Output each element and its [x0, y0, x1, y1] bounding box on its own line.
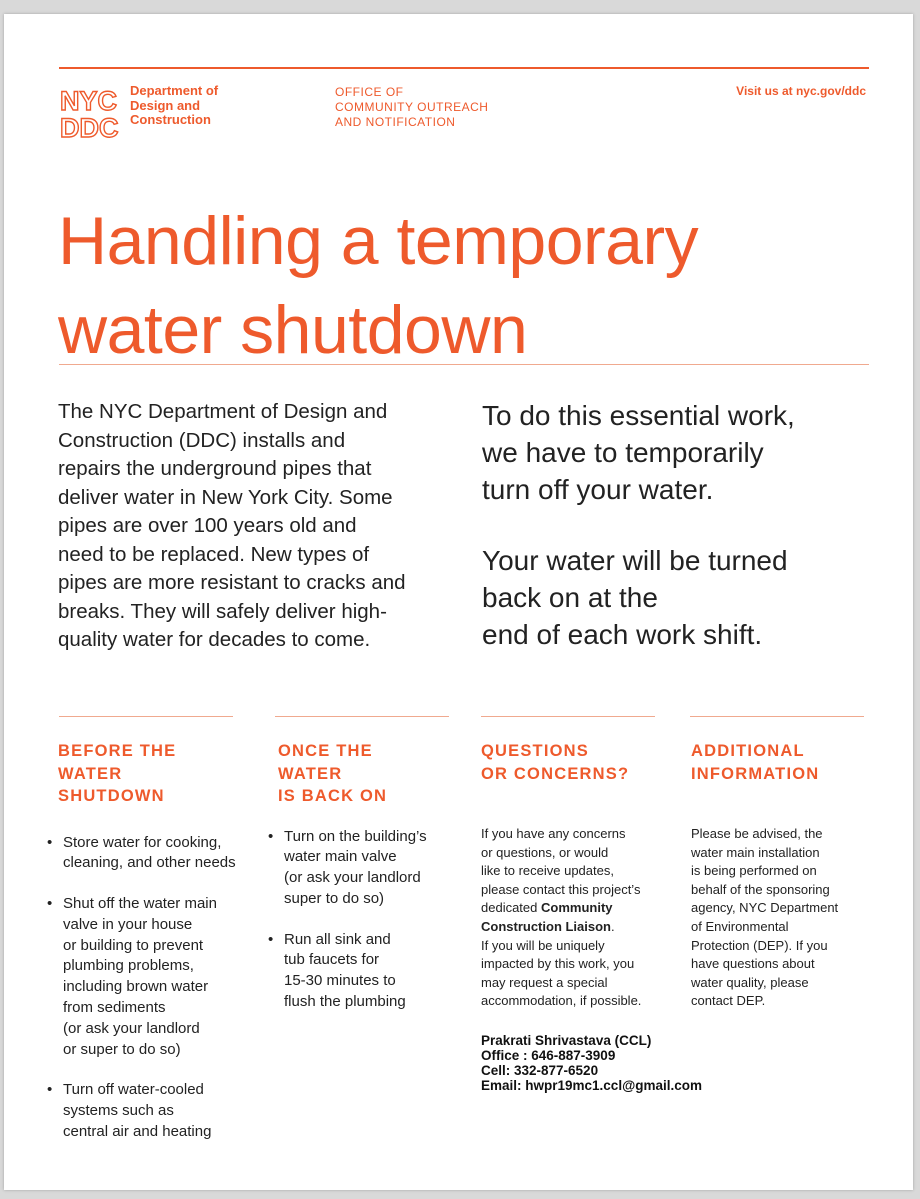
- questions-heading: QUESTIONS OR CONCERNS?: [481, 742, 630, 783]
- office-name: [335, 85, 488, 130]
- intro-paragraph: [58, 398, 438, 655]
- before-section: [47, 740, 268, 1163]
- intro-line: deliver water in New York City. Some: [58, 485, 393, 509]
- list-item: • Turn off water-cooled systems such as central air and heating: [47, 1081, 212, 1141]
- column-rule: [690, 716, 864, 717]
- list-item: • Turn on the building’s water main valve (or ask your landlord super to do so): [268, 827, 427, 907]
- additional-body: Please be advised, the water main installation is being performed on behalf of the sponsoring agency, NYC Department of Environmental Protection (DEP). If you have questions about water quality, please contact DEP.: [691, 826, 839, 1009]
- svg-text:DDC: DDC: [60, 113, 119, 140]
- title-line: water shutdown: [58, 292, 528, 368]
- intro-line: quality water for decades to come.: [58, 628, 371, 651]
- callout-line: Your water will be turned: [482, 545, 788, 576]
- before-bullets: [45, 833, 268, 1143]
- office-line: OFFICE OF: [335, 85, 404, 99]
- column-rule: [59, 716, 233, 717]
- intro-line: The NYC Department of Design and: [58, 400, 388, 423]
- list-item: • Run all sink and tub faucets for 15-30 minutes to flush the plumbing: [268, 930, 406, 1011]
- department-name: [130, 84, 218, 128]
- svg-text:NYC: NYC: [60, 86, 118, 116]
- website-link[interactable]: Visit us at nyc.gov/ddc: [736, 84, 866, 98]
- department-line: Department of: [130, 83, 219, 98]
- callout-line: end of each work shift.: [482, 619, 763, 650]
- contact-cell-phone[interactable]: Cell: 332-877-6520: [481, 1062, 599, 1078]
- intro-line: pipes are over 100 years old and: [58, 514, 357, 537]
- callout-line: we have to temporarily: [482, 437, 764, 468]
- questions-section: [481, 740, 702, 1093]
- intro-line: repairs the underground pipes that: [58, 457, 372, 480]
- intro-line: pipes are more resistant to cracks and: [58, 571, 406, 594]
- list-item: • Shut off the water main valve in your house or building to prevent plumbing problems, including brown water from sediments (or ask your landlord or super to do so): [47, 895, 217, 1058]
- callout-line: turn off your water.: [482, 474, 714, 505]
- once-section: [268, 740, 478, 1033]
- contact-office-phone[interactable]: Office : 646-887-3909: [481, 1047, 616, 1063]
- contact-name: Prakrati Shrivastava (CCL): [481, 1032, 652, 1048]
- department-line: Design and: [130, 97, 201, 113]
- intro-line: Construction (DDC) installs and: [58, 428, 346, 452]
- column-rule: [275, 716, 449, 717]
- additional-section: [691, 740, 901, 1011]
- once-bullets: [266, 827, 478, 1013]
- column-rule: [481, 716, 655, 717]
- additional-heading: ADDITIONAL INFORMATION: [691, 742, 820, 783]
- top-rule: [59, 67, 869, 69]
- title-rule: [59, 364, 869, 365]
- office-line: AND NOTIFICATION: [335, 115, 456, 129]
- liaison-line: Construction Liaison.: [481, 918, 615, 934]
- intro-line: breaks. They will safely deliver high-: [58, 599, 387, 623]
- office-line: COMMUNITY OUTREACH: [335, 100, 489, 114]
- contact-email[interactable]: Email: hwpr19mc1.ccl@gmail.com: [481, 1077, 702, 1093]
- contact-block: [481, 1032, 702, 1093]
- questions-body: If you have any concerns or questions, or would like to receive updates, please contact this project’s dedicated Community Construction Liaison. If you will be uniquely impacted by this work, you may request a special accommodation, if possible.: [481, 825, 691, 1011]
- once-heading: ONCE THE WATER IS BACK ON: [278, 742, 388, 805]
- callout-line: To do this essential work,: [482, 400, 795, 431]
- callout-line: back on at the: [482, 582, 658, 613]
- department-line: Construction: [130, 112, 211, 127]
- page-title: [58, 197, 698, 375]
- nyc-ddc-logo: [60, 86, 120, 140]
- flyer-page: [4, 14, 913, 1190]
- liaison-line: dedicated Community: [481, 900, 613, 916]
- list-item: • Store water for cooking, cleaning, and other needs: [47, 833, 236, 872]
- intro-line: need to be replaced. New types of: [58, 542, 370, 566]
- callout-text: [482, 397, 872, 653]
- title-line: Handling a temporary: [58, 203, 699, 279]
- before-heading: BEFORE THE WATER SHUTDOWN: [58, 742, 177, 805]
